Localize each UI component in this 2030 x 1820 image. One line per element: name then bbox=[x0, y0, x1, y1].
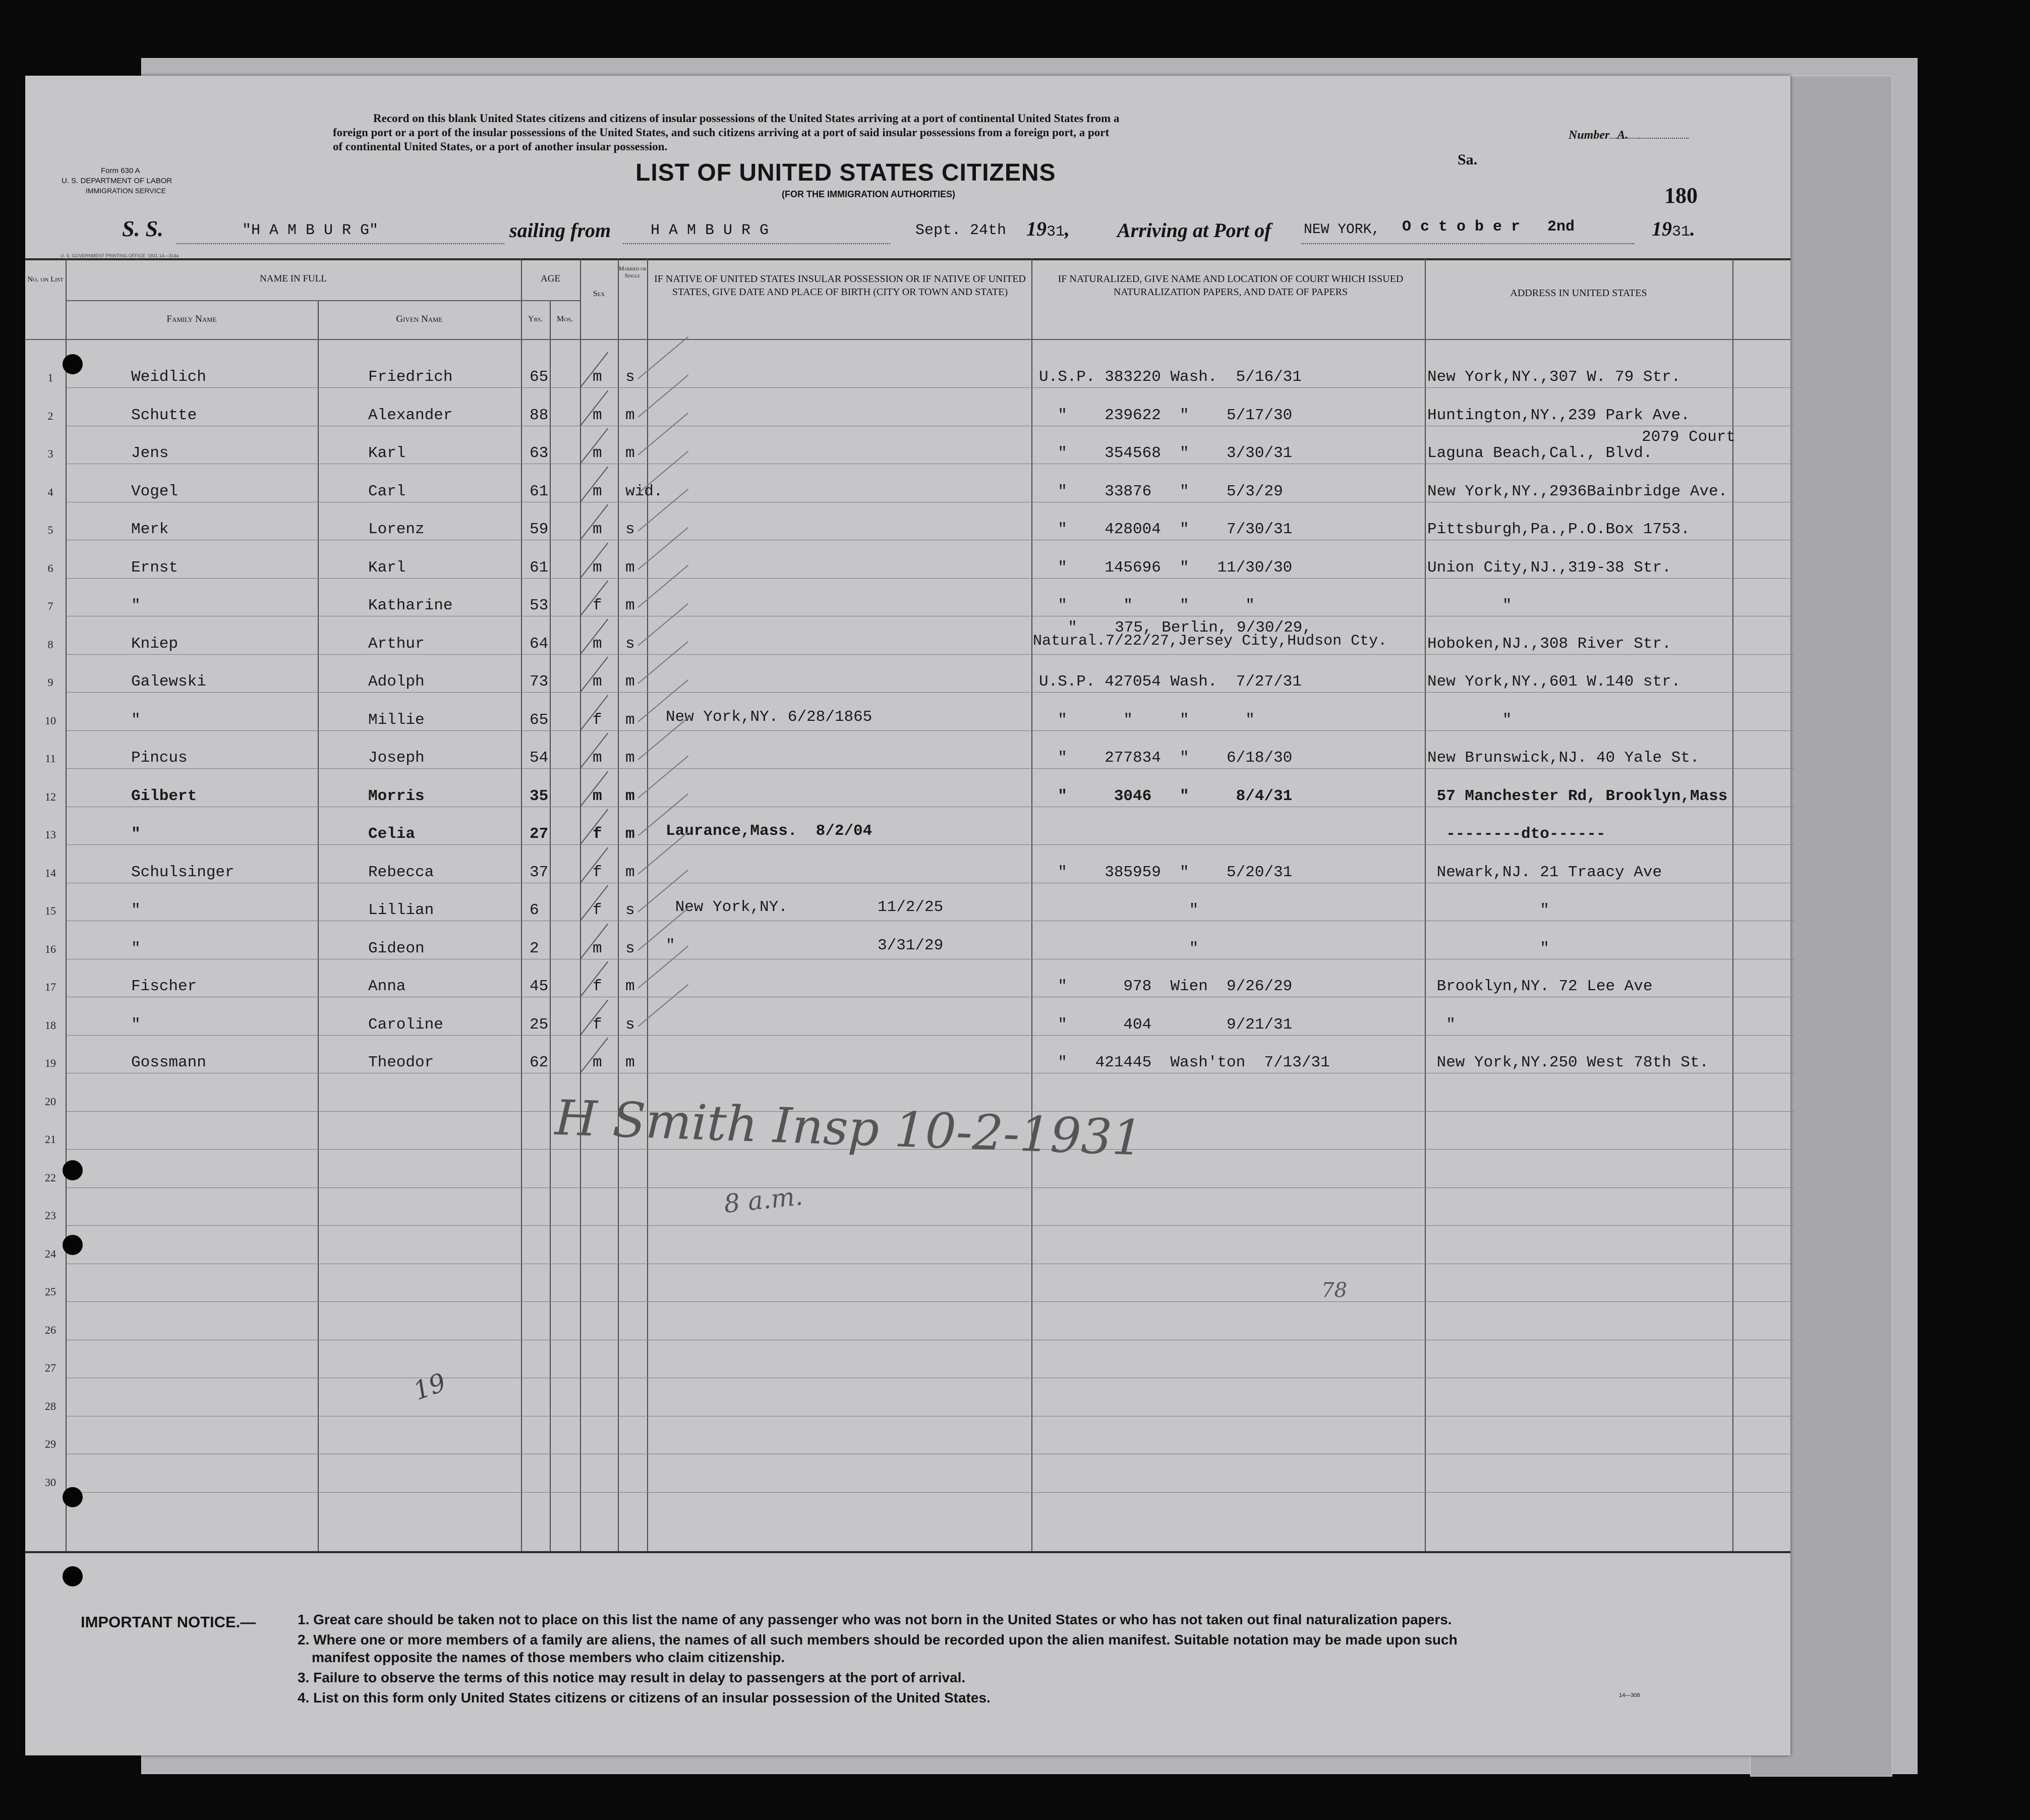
notice-heading: IMPORTANT NOTICE.— bbox=[81, 1613, 256, 1631]
family-name: Kniep bbox=[131, 635, 179, 653]
margin-mark-78: 78 bbox=[1321, 1279, 1347, 1302]
check-mark bbox=[637, 565, 688, 608]
given-name: Gideon bbox=[368, 939, 425, 957]
row-number: 15 bbox=[45, 904, 56, 917]
address: --------dto------ bbox=[1427, 825, 1606, 843]
form-number: Form 630 A bbox=[101, 166, 140, 175]
family-name: " bbox=[131, 597, 141, 614]
birth-place: Laurance,Mass. 8/2/04 bbox=[666, 822, 873, 840]
marital-status: wid. bbox=[625, 482, 663, 500]
address: New York,NY.,601 W.140 str. bbox=[1427, 673, 1681, 691]
row-number: 17 bbox=[45, 981, 56, 993]
family-name: Ernst bbox=[131, 558, 179, 577]
row-number: 19 bbox=[45, 1057, 56, 1069]
sex: m bbox=[593, 787, 602, 805]
instructions-line-1: Record on this blank United States citizens and citizens of insular possessions of the United States arriving at a port of continental United States from a bbox=[373, 112, 1120, 125]
naturalization-papers: " 277834 " 6/18/30 bbox=[1039, 749, 1293, 767]
naturalization-papers: " 239622 " 5/17/30 bbox=[1039, 406, 1293, 424]
age-years: 59 bbox=[530, 521, 549, 538]
row-number: 30 bbox=[45, 1475, 56, 1489]
given-name: Alexander bbox=[368, 406, 453, 424]
address: " bbox=[1427, 597, 1512, 614]
notice-item-1: 1. Great care should be taken not to place on this list the name of any passenger who was not born in the United States or who has not taken out final naturalization papers. bbox=[298, 1612, 1452, 1627]
check-mark bbox=[637, 717, 688, 760]
family-name: Gossmann bbox=[131, 1054, 206, 1071]
marital-status: m bbox=[625, 711, 635, 729]
ship-name: "H A M B U R G" bbox=[242, 222, 379, 239]
marital-status: s bbox=[625, 1015, 635, 1034]
row-number: 28 bbox=[45, 1399, 56, 1412]
age-years: 35 bbox=[530, 787, 549, 805]
naturalization-papers: " 385959 " 5/20/31 bbox=[1039, 863, 1293, 881]
address: " bbox=[1427, 901, 1549, 919]
inspection-time: 8 a.m. bbox=[722, 1181, 804, 1219]
row-number: 13 bbox=[45, 828, 56, 841]
arriving-label: Arriving at Port of bbox=[1117, 219, 1271, 242]
header-age: AGE bbox=[540, 273, 561, 284]
row-rule bbox=[67, 1492, 1794, 1493]
binder-hole bbox=[63, 354, 83, 374]
family-name: " bbox=[131, 825, 141, 843]
age-years: 54 bbox=[530, 749, 549, 767]
header-name-in-full: NAME IN FULL bbox=[260, 273, 327, 284]
row-number: 27 bbox=[45, 1361, 56, 1374]
family-name: Galewski bbox=[131, 673, 206, 691]
row-number: 29 bbox=[45, 1438, 56, 1450]
given-name: Arthur bbox=[368, 635, 425, 653]
sex: f bbox=[593, 825, 602, 843]
given-name: Joseph bbox=[368, 749, 425, 767]
header-mos: Mos. bbox=[556, 315, 573, 323]
naturalization-papers: Natural.7/22/27,Jersey City,Hudson Cty. bbox=[1033, 632, 1387, 650]
given-name: Morris bbox=[368, 787, 425, 805]
row-number: 6 bbox=[47, 561, 53, 575]
given-name: Katharine bbox=[368, 597, 453, 614]
given-name: Lillian bbox=[368, 901, 434, 919]
check-mark bbox=[637, 413, 688, 456]
row-number: 1 bbox=[47, 371, 53, 384]
given-name: Anna bbox=[368, 978, 406, 995]
col-divider bbox=[1425, 258, 1426, 1551]
birth-place: New York,NY. bbox=[666, 898, 788, 916]
marital-status: m bbox=[625, 673, 635, 691]
naturalization-papers: " 428004 " 7/30/31 bbox=[1039, 521, 1293, 538]
naturalization-papers: " 404 9/21/31 bbox=[1039, 1015, 1293, 1034]
naturalization-papers: " bbox=[1039, 901, 1199, 919]
age-years: 45 bbox=[530, 978, 549, 995]
col-divider bbox=[618, 258, 619, 1551]
family-name: Fischer bbox=[131, 978, 197, 995]
page-number: 180 bbox=[1664, 183, 1698, 208]
date-arrived: O c t o b e r 2nd bbox=[1402, 218, 1575, 236]
naturalization-papers: " " " " bbox=[1039, 711, 1255, 729]
age-years: 88 bbox=[530, 406, 549, 424]
port-from: H A M B U R G bbox=[651, 222, 769, 239]
row-number: 7 bbox=[47, 600, 53, 612]
marital-status: m bbox=[625, 597, 635, 614]
family-name: " bbox=[131, 939, 141, 957]
row-rule bbox=[67, 1301, 1794, 1302]
sex: m bbox=[593, 939, 602, 957]
age-years: 6 bbox=[530, 901, 539, 919]
address: New York,NY.,2936Bainbridge Ave. bbox=[1427, 482, 1728, 500]
age-years: 2 bbox=[530, 939, 539, 957]
naturalization-papers: U.S.P. 427054 Wash. 7/27/31 bbox=[1039, 673, 1302, 691]
year-sailed: 1931, bbox=[1026, 217, 1070, 241]
row-number: 21 bbox=[45, 1133, 56, 1146]
sailing-from-label: sailing from bbox=[509, 219, 611, 242]
binder-hole bbox=[63, 1160, 83, 1180]
col-divider bbox=[1031, 258, 1032, 1551]
printing-note: U. S. GOVERNMENT PRINTING OFFICE: 1931 14—314a bbox=[61, 253, 179, 258]
address: Brooklyn,NY. 72 Lee Ave bbox=[1427, 978, 1653, 995]
family-name: Pincus bbox=[131, 749, 188, 767]
birth-date: 3/31/29 bbox=[878, 936, 944, 954]
col-divider bbox=[550, 300, 551, 1551]
sex: m bbox=[593, 521, 602, 538]
arrival-underline bbox=[1301, 243, 1634, 244]
family-name: Vogel bbox=[131, 482, 179, 500]
port-from-underline bbox=[623, 243, 890, 244]
family-name: Jens bbox=[131, 444, 169, 462]
address: " bbox=[1427, 1015, 1456, 1034]
check-mark bbox=[637, 527, 688, 570]
form-code: 14—308 bbox=[1619, 1692, 1640, 1698]
binder-hole bbox=[63, 1487, 83, 1507]
header-no-on-list: No. on List bbox=[27, 275, 64, 283]
naturalization-papers: " 33876 " 5/3/29 bbox=[1039, 482, 1283, 500]
age-years: 61 bbox=[530, 558, 549, 577]
birth-place: " bbox=[666, 936, 675, 954]
address: " bbox=[1427, 939, 1549, 957]
age-years: 61 bbox=[530, 482, 549, 500]
sa-label: Sa. bbox=[1458, 151, 1478, 168]
address: Union City,NJ.,319-38 Str. bbox=[1427, 558, 1671, 577]
inspector-signature: H Smith Insp 10-2-1931 bbox=[554, 1089, 1144, 1167]
row-rule bbox=[67, 768, 1794, 769]
manifest-sheet bbox=[25, 76, 1790, 1755]
age-years: 27 bbox=[530, 825, 549, 843]
check-mark bbox=[637, 450, 688, 493]
instructions-line-2: foreign port or a port of the insular possessions of the United States, and such citizens arriving at a port of said insular possessions from a foreign port, a port bbox=[333, 126, 1110, 139]
sex: m bbox=[593, 1054, 602, 1071]
row-number: 23 bbox=[45, 1209, 56, 1222]
row-number: 18 bbox=[45, 1018, 56, 1032]
row-number: 20 bbox=[45, 1095, 56, 1108]
department: U. S. DEPARTMENT OF LABOR bbox=[62, 177, 172, 185]
notice-item-4: 4. List on this form only United States citizens or citizens of an insular possession of the United States. bbox=[298, 1690, 991, 1705]
check-mark bbox=[637, 603, 688, 646]
age-years: 65 bbox=[530, 711, 549, 729]
given-name: Lorenz bbox=[368, 521, 425, 538]
row-number: 24 bbox=[45, 1247, 56, 1260]
row-number: 26 bbox=[45, 1323, 56, 1336]
family-name: Schulsinger bbox=[131, 863, 235, 881]
check-mark bbox=[637, 984, 688, 1027]
marital-status: m bbox=[625, 749, 635, 767]
address: " bbox=[1427, 711, 1512, 729]
page-subtitle: (FOR THE IMMIGRATION AUTHORITIES) bbox=[782, 189, 955, 199]
given-name: Celia bbox=[368, 825, 416, 843]
row-number: 5 bbox=[47, 524, 53, 536]
naturalization-papers: " 354568 " 3/30/31 bbox=[1039, 444, 1293, 462]
age-years: 25 bbox=[530, 1015, 549, 1034]
address: Huntington,NY.,239 Park Ave. bbox=[1427, 406, 1690, 424]
check-mark bbox=[637, 336, 688, 379]
sex: f bbox=[593, 863, 602, 881]
marital-status: s bbox=[625, 521, 635, 538]
check-mark bbox=[637, 374, 688, 417]
row-rule bbox=[67, 730, 1794, 731]
given-name: Millie bbox=[368, 711, 425, 729]
address: New Brunswick,NJ. 40 Yale St. bbox=[1427, 749, 1700, 767]
given-name: Friedrich bbox=[368, 368, 453, 386]
row-number: 10 bbox=[45, 714, 56, 727]
family-name: Schutte bbox=[131, 406, 197, 424]
address: Pittsburgh,Pa.,P.O.Box 1753. bbox=[1427, 521, 1690, 538]
check-mark bbox=[637, 641, 688, 684]
header-bottom-line bbox=[25, 339, 1790, 340]
sex: m bbox=[593, 406, 602, 424]
row-rule bbox=[67, 387, 1794, 388]
sex: m bbox=[593, 368, 602, 386]
row-rule bbox=[67, 654, 1794, 655]
ss-label: S. S. bbox=[122, 216, 163, 241]
binder-hole bbox=[63, 1235, 83, 1255]
address: New York,NY.250 West 78th St. bbox=[1427, 1054, 1709, 1071]
family-name: Merk bbox=[131, 521, 169, 538]
margin-mark-19: 19 bbox=[409, 1367, 450, 1406]
given-name: Caroline bbox=[368, 1015, 443, 1034]
date-sailed: Sept. 24th bbox=[915, 222, 1007, 239]
given-name: Theodor bbox=[368, 1054, 434, 1071]
sex: m bbox=[593, 749, 602, 767]
sex: f bbox=[593, 711, 602, 729]
given-name: Adolph bbox=[368, 673, 425, 691]
row-number: 12 bbox=[45, 790, 56, 803]
marital-status: m bbox=[625, 787, 635, 805]
row-number: 16 bbox=[45, 942, 56, 955]
row-number: 9 bbox=[47, 676, 53, 689]
row-rule bbox=[67, 1035, 1794, 1036]
age-years: 63 bbox=[530, 444, 549, 462]
sex: f bbox=[593, 597, 602, 614]
naturalization-papers: U.S.P. 383220 Wash. 5/16/31 bbox=[1039, 368, 1302, 386]
header-native: IF NATIVE OF UNITED STATES INSULAR POSSESSION OR IF NATIVE OF UNITED STATES, GIVE DATE AND PLACE OF BIRTH (CITY OR TOWN AND STATE) bbox=[654, 273, 1026, 298]
marital-status: m bbox=[625, 863, 635, 881]
header-given-name: Given Name bbox=[396, 314, 443, 324]
marital-status: m bbox=[625, 978, 635, 995]
family-name: Weidlich bbox=[131, 368, 206, 386]
year-arrived: 1931. bbox=[1652, 217, 1696, 241]
row-number: 3 bbox=[47, 447, 53, 460]
header-family-name: Family Name bbox=[166, 314, 217, 324]
naturalization-court: " 375, Berlin, 9/30/29, bbox=[1049, 618, 1312, 637]
marital-status: m bbox=[625, 406, 635, 424]
sex: m bbox=[593, 482, 602, 500]
table-top-border bbox=[25, 258, 1790, 260]
marital-status: m bbox=[625, 444, 635, 462]
row-rule bbox=[67, 1225, 1794, 1226]
col-divider bbox=[66, 258, 67, 1551]
col-divider bbox=[521, 258, 522, 1551]
notice-item-3: 3. Failure to observe the terms of this notice may result in delay to passengers at the port of arrival. bbox=[298, 1670, 966, 1685]
family-name: " bbox=[131, 711, 141, 729]
table-bottom-border bbox=[25, 1551, 1790, 1553]
check-mark bbox=[637, 831, 688, 874]
page-title: LIST OF UNITED STATES CITIZENS bbox=[635, 159, 1056, 186]
sex: f bbox=[593, 1015, 602, 1034]
row-number: 22 bbox=[45, 1171, 56, 1184]
sex: m bbox=[593, 635, 602, 653]
birth-date: 11/2/25 bbox=[878, 898, 944, 916]
given-name: Carl bbox=[368, 482, 406, 500]
naturalization-papers: " 145696 " 11/30/30 bbox=[1039, 558, 1293, 577]
given-name: Karl bbox=[368, 444, 406, 462]
sex: f bbox=[593, 901, 602, 919]
row-rule bbox=[67, 844, 1794, 845]
marital-status: s bbox=[625, 939, 635, 957]
marital-status: s bbox=[625, 635, 635, 653]
sex: m bbox=[593, 558, 602, 577]
row-rule bbox=[67, 578, 1794, 579]
marital-status: s bbox=[625, 368, 635, 386]
given-name: Rebecca bbox=[368, 863, 434, 881]
naturalization-papers: " bbox=[1039, 939, 1199, 957]
sex: m bbox=[593, 444, 602, 462]
sex: f bbox=[593, 978, 602, 995]
header-address: ADDRESS IN UNITED STATES bbox=[1510, 288, 1647, 299]
family-name: " bbox=[131, 1015, 141, 1034]
row-rule bbox=[67, 1187, 1794, 1188]
col-divider bbox=[1732, 258, 1733, 1551]
header-married-single: Married or Single bbox=[618, 265, 647, 279]
age-years: 64 bbox=[530, 635, 549, 653]
age-years: 37 bbox=[530, 863, 549, 881]
notice-item-2a: 2. Where one or more members of a family are aliens, the names of all such members should be recorded upon the alien manifest. Suitable notation may be made upon such bbox=[298, 1632, 1458, 1647]
ship-underline bbox=[177, 243, 504, 244]
check-mark bbox=[637, 907, 688, 950]
sex: m bbox=[593, 673, 602, 691]
address-continued: 2079 Court bbox=[1642, 428, 1736, 446]
col-divider bbox=[318, 300, 319, 1551]
naturalization-papers: " " " " bbox=[1039, 597, 1255, 614]
number-label: Number A. bbox=[1569, 129, 1689, 142]
row-number: 2 bbox=[47, 409, 53, 422]
age-years: 53 bbox=[530, 597, 549, 614]
given-name: Karl bbox=[368, 558, 406, 577]
address: Newark,NJ. 21 Traacy Ave bbox=[1427, 863, 1662, 881]
col-divider bbox=[580, 258, 581, 1551]
instructions-line-3: of continental United States, or a port of another insular possession. bbox=[333, 140, 668, 153]
row-number: 25 bbox=[45, 1285, 56, 1298]
check-mark bbox=[637, 755, 688, 798]
row-number: 4 bbox=[47, 485, 53, 498]
address: New York,NY.,307 W. 79 Str. bbox=[1427, 368, 1681, 386]
age-years: 62 bbox=[530, 1054, 549, 1071]
port-arrival: NEW YORK, bbox=[1304, 222, 1380, 238]
naturalization-papers: " 3046 " 8/4/31 bbox=[1039, 787, 1293, 805]
age-years: 73 bbox=[530, 673, 549, 691]
row-rule bbox=[67, 692, 1794, 693]
header-yrs: Yrs. bbox=[528, 315, 543, 323]
birth-place: New York,NY. 6/28/1865 bbox=[666, 708, 873, 726]
row-number: 8 bbox=[47, 638, 53, 651]
binder-hole bbox=[63, 1566, 83, 1586]
marital-status: m bbox=[625, 558, 635, 577]
marital-status: m bbox=[625, 1054, 635, 1071]
age-years: 65 bbox=[530, 368, 549, 386]
check-mark bbox=[637, 946, 688, 989]
naturalization-papers: " 978 Wien 9/26/29 bbox=[1039, 978, 1293, 995]
header-naturalized: IF NATURALIZED, GIVE NAME AND LOCATION OF COURT WHICH ISSUED NATURALIZATION PAPERS, AND DATE OF PAPERS bbox=[1058, 273, 1404, 298]
family-name: Gilbert bbox=[131, 787, 197, 805]
notice-item-2b: manifest opposite the names of those members who claim citizenship. bbox=[312, 1650, 785, 1665]
family-name: " bbox=[131, 901, 141, 919]
row-number: 14 bbox=[45, 866, 56, 879]
address: Laguna Beach,Cal., Blvd. bbox=[1427, 444, 1653, 462]
address: 57 Manchester Rd, Brooklyn,Mass bbox=[1427, 787, 1728, 805]
naturalization-papers: " 421445 Wash'ton 7/13/31 bbox=[1039, 1054, 1330, 1071]
marital-status: m bbox=[625, 825, 635, 843]
row-number: 11 bbox=[45, 752, 56, 765]
marital-status: s bbox=[625, 901, 635, 919]
header-subline bbox=[66, 300, 580, 301]
header-sex: Sex bbox=[593, 290, 605, 298]
service: IMMIGRATION SERVICE bbox=[86, 187, 166, 195]
address: Hoboken,NJ.,308 River Str. bbox=[1427, 635, 1671, 653]
